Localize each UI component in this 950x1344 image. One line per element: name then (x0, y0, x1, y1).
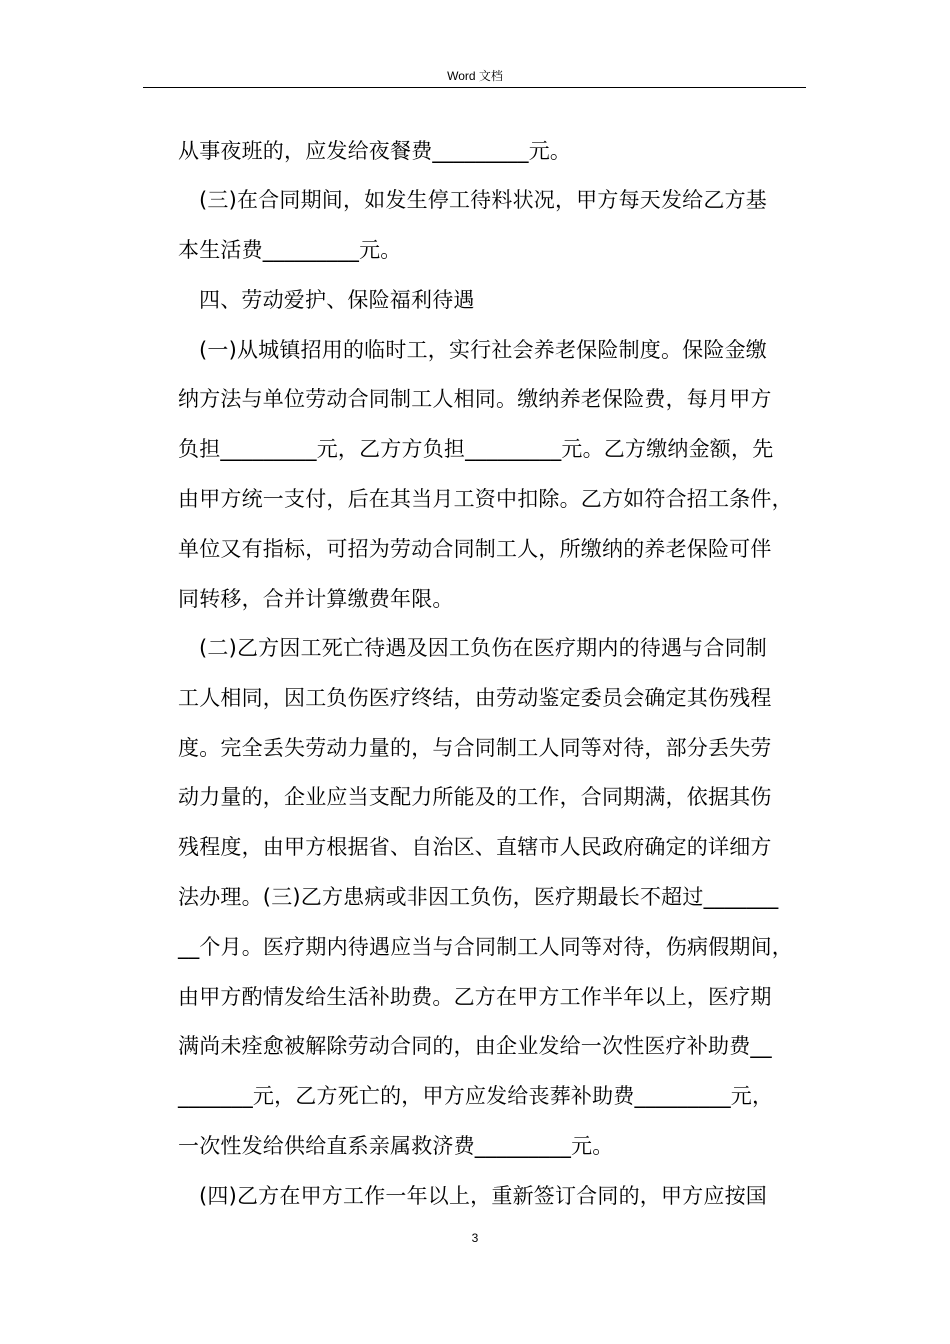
text-line: 法办理。(三)乙方患病或非因工负伤，医疗期最长不超过_______ (178, 885, 779, 909)
text-line: (三)在合同期间，如发生停工待料状况，甲方每天发给乙方基 (199, 188, 767, 212)
header-title: Word 文档 (447, 69, 503, 83)
page-number: 3 (471, 1231, 479, 1245)
text-line: 由甲方酌情发给生活补助费。乙方在甲方工作半年以上，医疗期 (178, 985, 772, 1009)
text-line: 本生活费_________元。 (178, 238, 402, 262)
text-line: 从事夜班的，应发给夜餐费_________元。 (178, 139, 572, 163)
text-line: 一次性发给供给直系亲属救济费_________元。 (178, 1134, 614, 1158)
text-line: 残程度，由甲方根据省、自治区、直辖市人民政府确定的详细方 (178, 835, 772, 859)
text-line: _______元，乙方死亡的，甲方应发给丧葬补助费_________元， (178, 1084, 774, 1108)
text-line: 负担_________元，乙方方负担_________元。乙方缴纳金额，先 (178, 437, 774, 461)
text-line: 由甲方统一支付，后在其当月工资中扣除。乙方如符合招工条件， (178, 487, 793, 511)
text-line: 动力量的，企业应当支配力所能及的工作，合同期满，依据其伤 (178, 785, 772, 809)
text-line: 同转移，合并计算缴费年限。 (178, 587, 454, 611)
header-divider (143, 87, 806, 88)
text-line: 度。完全丢失劳动力量的，与合同制工人同等对待，部分丢失劳 (178, 736, 772, 760)
section-heading: 四、劳动爱护、保险福利待遇 (199, 288, 475, 312)
text-line: 满尚未痊愈被解除劳动合同的，由企业发给一次性医疗补助费__ (178, 1034, 772, 1058)
text-line: 单位又有指标，可招为劳动合同制工人，所缴纳的养老保险可伴 (178, 537, 772, 561)
text-line: (四)乙方在甲方工作一年以上，重新签订合同的，甲方应按国 (199, 1184, 767, 1208)
text-line: __个月。医疗期内待遇应当与合同制工人同等对待，伤病假期间， (178, 935, 793, 959)
text-line: 纳方法与单位劳动合同制工人相同。缴纳养老保险费，每月甲方 (178, 387, 772, 411)
text-line: 工人相同，因工负伤医疗终结，由劳动鉴定委员会确定其伤残程 (178, 686, 772, 710)
text-line: (二)乙方因工死亡待遇及因工负伤在医疗期内的待遇与合同制 (199, 636, 767, 660)
text-line: (一)从城镇招用的临时工，实行社会养老保险制度。保险金缴 (199, 338, 767, 362)
